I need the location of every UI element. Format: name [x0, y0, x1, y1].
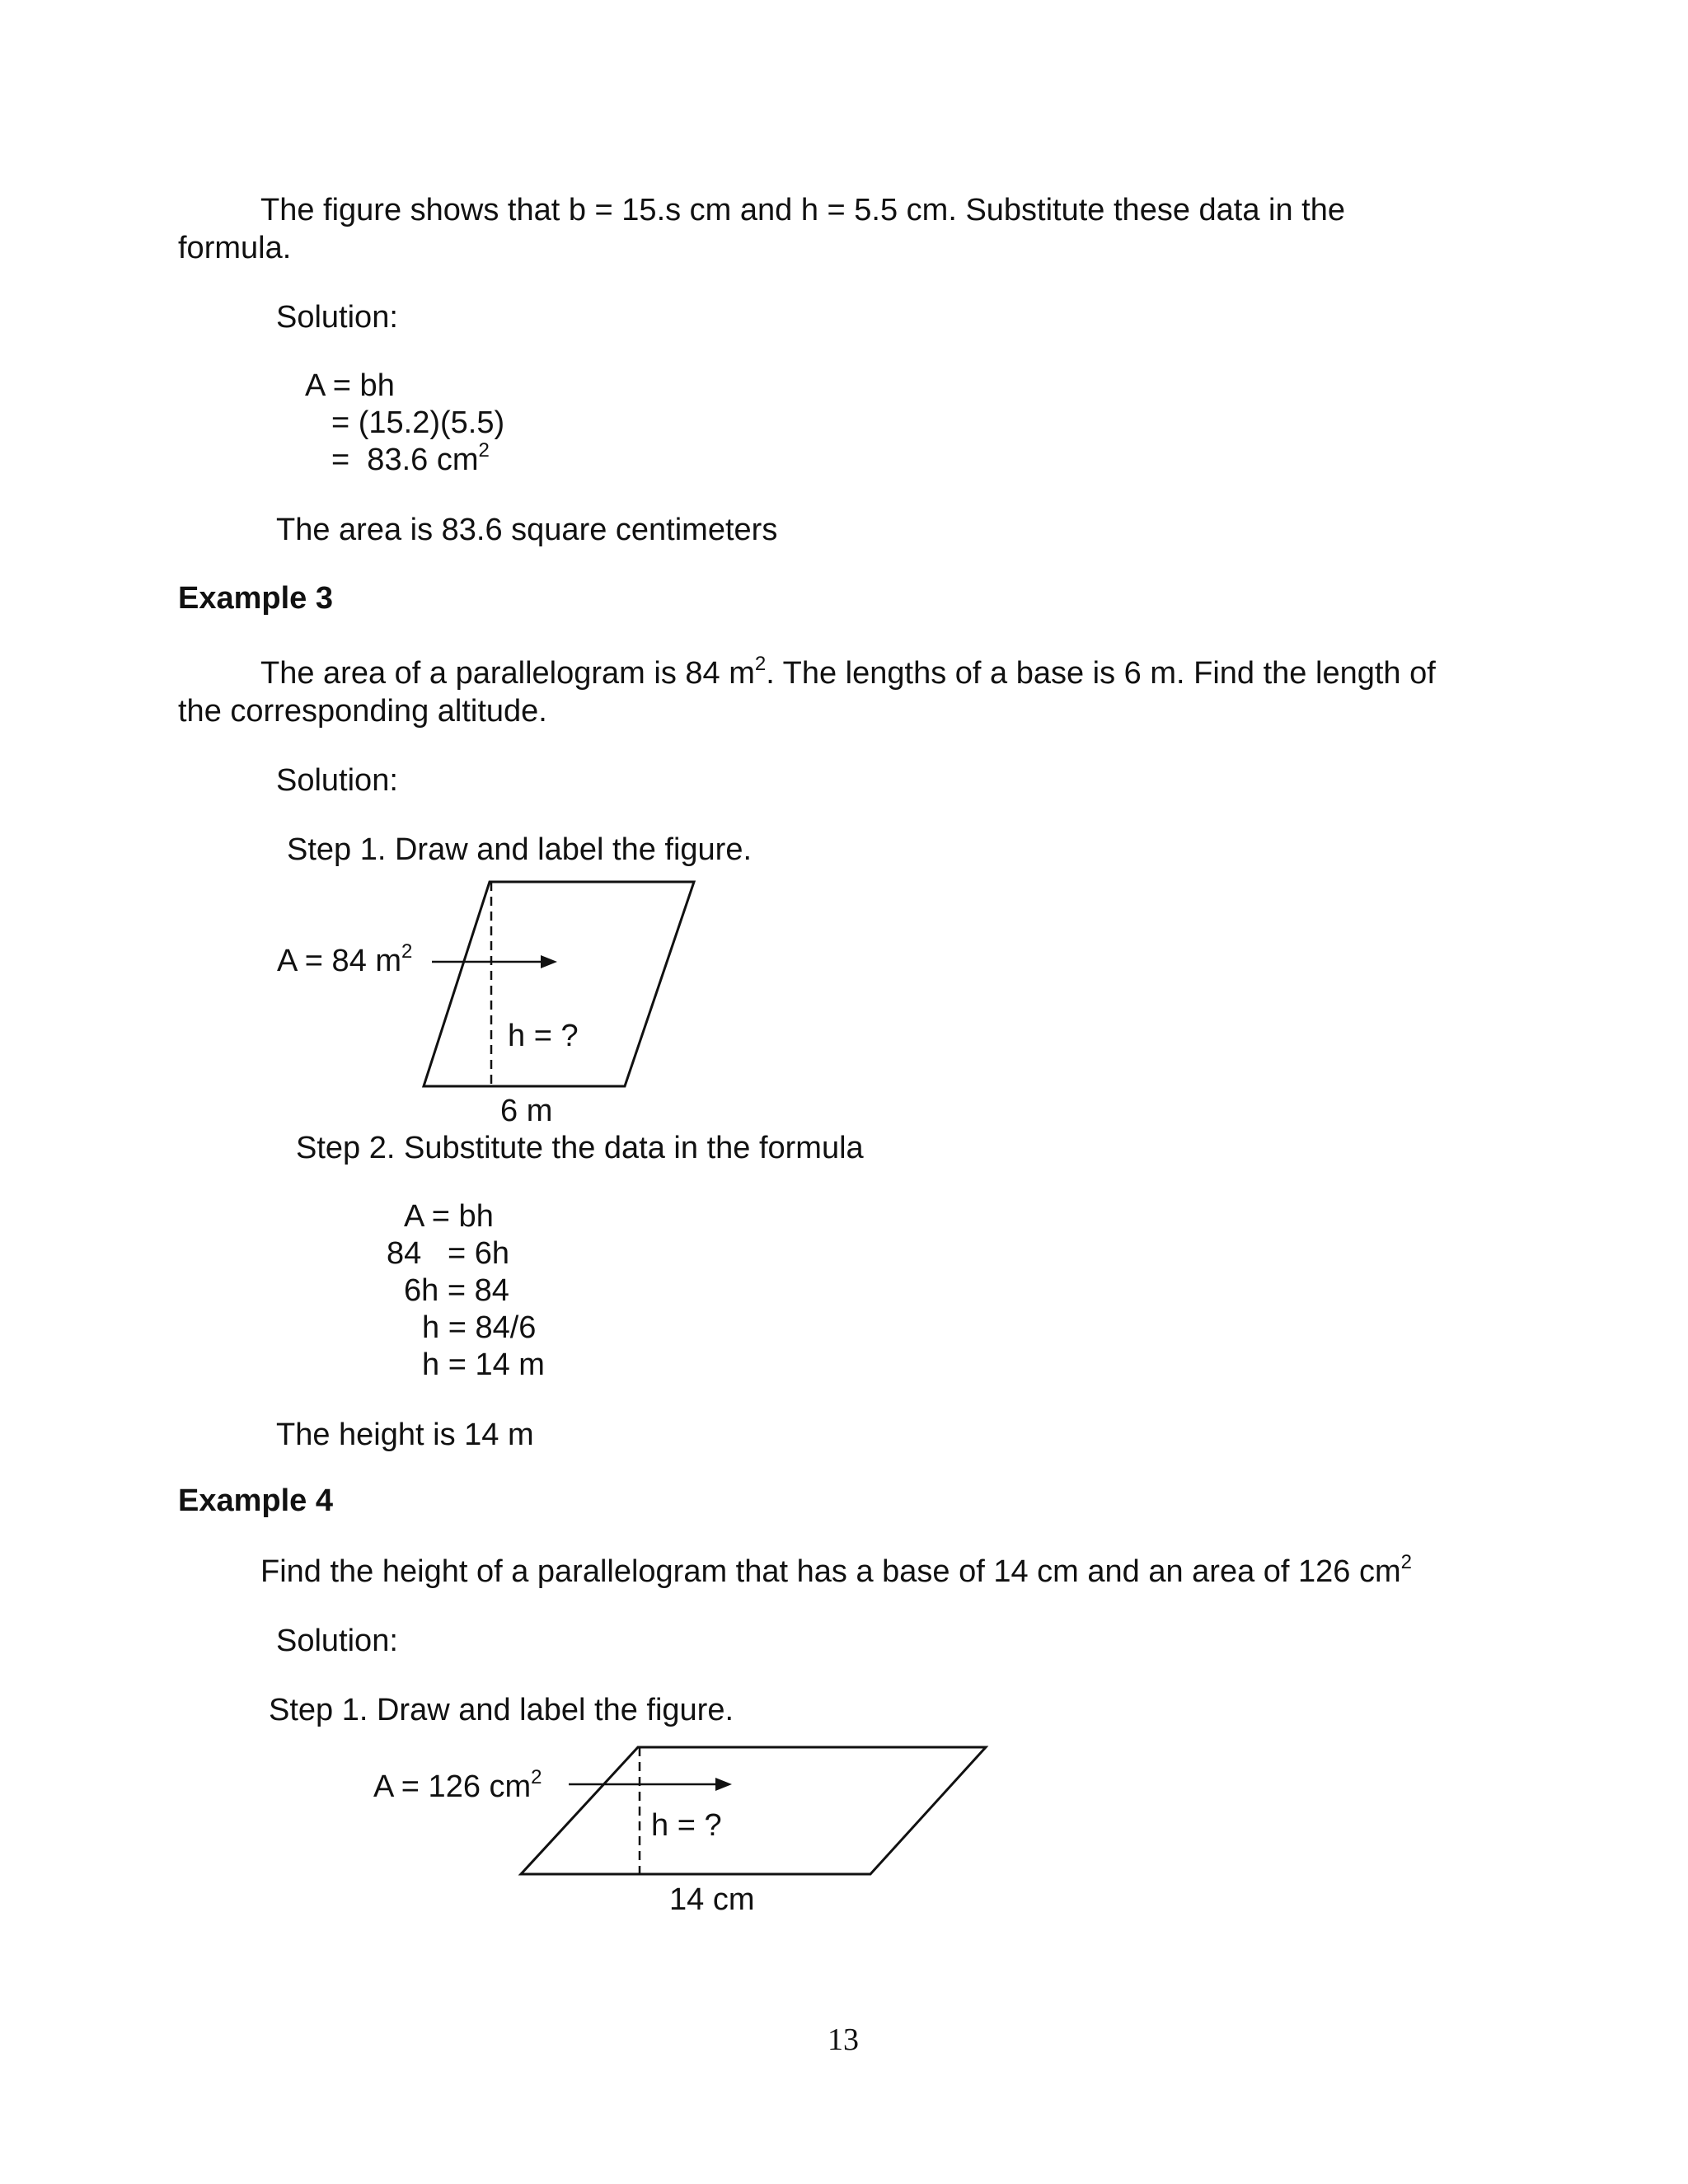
ex4-solution-label: Solution: — [276, 1624, 398, 1658]
ex2-conclusion: The area is 83.6 square centimeters — [276, 513, 778, 547]
ex2-eq-2: = (15.2)(5.5) — [331, 405, 505, 440]
ex3-step-1: Step 1. Draw and label the figure. — [287, 832, 753, 867]
ex3-figure-height-label: h = ? — [508, 1019, 579, 1053]
ex3-solution-label: Solution: — [276, 763, 398, 798]
ex2-solution-label: Solution: — [276, 300, 398, 335]
ex3-question-line-1: The area of a parallelogram is 84 $m^2$. The lengths of a base is 6 m. Find the length of — [260, 653, 1436, 691]
ex2-eq-3: = 83.6 $cm^2$ — [331, 439, 490, 477]
ex4-step-1: Step 1. Draw and label the figure. — [269, 1693, 734, 1727]
ex4-parallelogram — [521, 1747, 986, 1874]
intro-line-2: formula. — [178, 231, 292, 265]
ex3-arrow-head — [541, 955, 557, 968]
ex3-step-2: Step 2. Substitute the data in the formula — [296, 1131, 864, 1165]
page-number: 13 — [828, 2022, 859, 2057]
ex3-parallelogram — [424, 882, 694, 1086]
ex3-eq-4: h = 84/6 — [422, 1310, 537, 1345]
ex4-figure-area-label: A = 126 $cm^2$ — [373, 1766, 542, 1804]
ex3-eq-3: 6h = 84 — [404, 1273, 509, 1308]
ex4-arrow-head — [715, 1778, 732, 1791]
ex3-figure-area-label: A = 84 $m^2$ — [277, 940, 413, 978]
ex3-figure-base-label: 6 m — [500, 1094, 553, 1128]
ex3-eq-5: h = 14 m — [422, 1347, 545, 1382]
ex4-question: Find the height of a parallelogram that has a base of 14 cm and an area of 126 $cm^2$ — [260, 1551, 1413, 1589]
ex3-eq-2: 84 = 6h — [387, 1236, 509, 1271]
example-4-heading: Example 4 — [178, 1483, 333, 1518]
example-3-heading: Example 3 — [178, 581, 333, 616]
ex4-figure-height-label: h = ? — [651, 1808, 722, 1843]
ex4-figure-base-label: 14 cm — [669, 1882, 755, 1917]
intro-line-1: The figure shows that b = 15.s cm and h = 5.5 cm. Substitute these data in the — [260, 193, 1345, 227]
ex3-question-line-2: the corresponding altitude. — [178, 694, 547, 729]
ex3-conclusion: The height is 14 m — [276, 1418, 534, 1452]
ex2-eq-1: A = bh — [305, 368, 395, 403]
ex3-eq-1: A = bh — [404, 1199, 494, 1234]
ex4-parallelogram-figure — [511, 1739, 1006, 1879]
ex3-parallelogram-figure — [412, 874, 742, 1104]
